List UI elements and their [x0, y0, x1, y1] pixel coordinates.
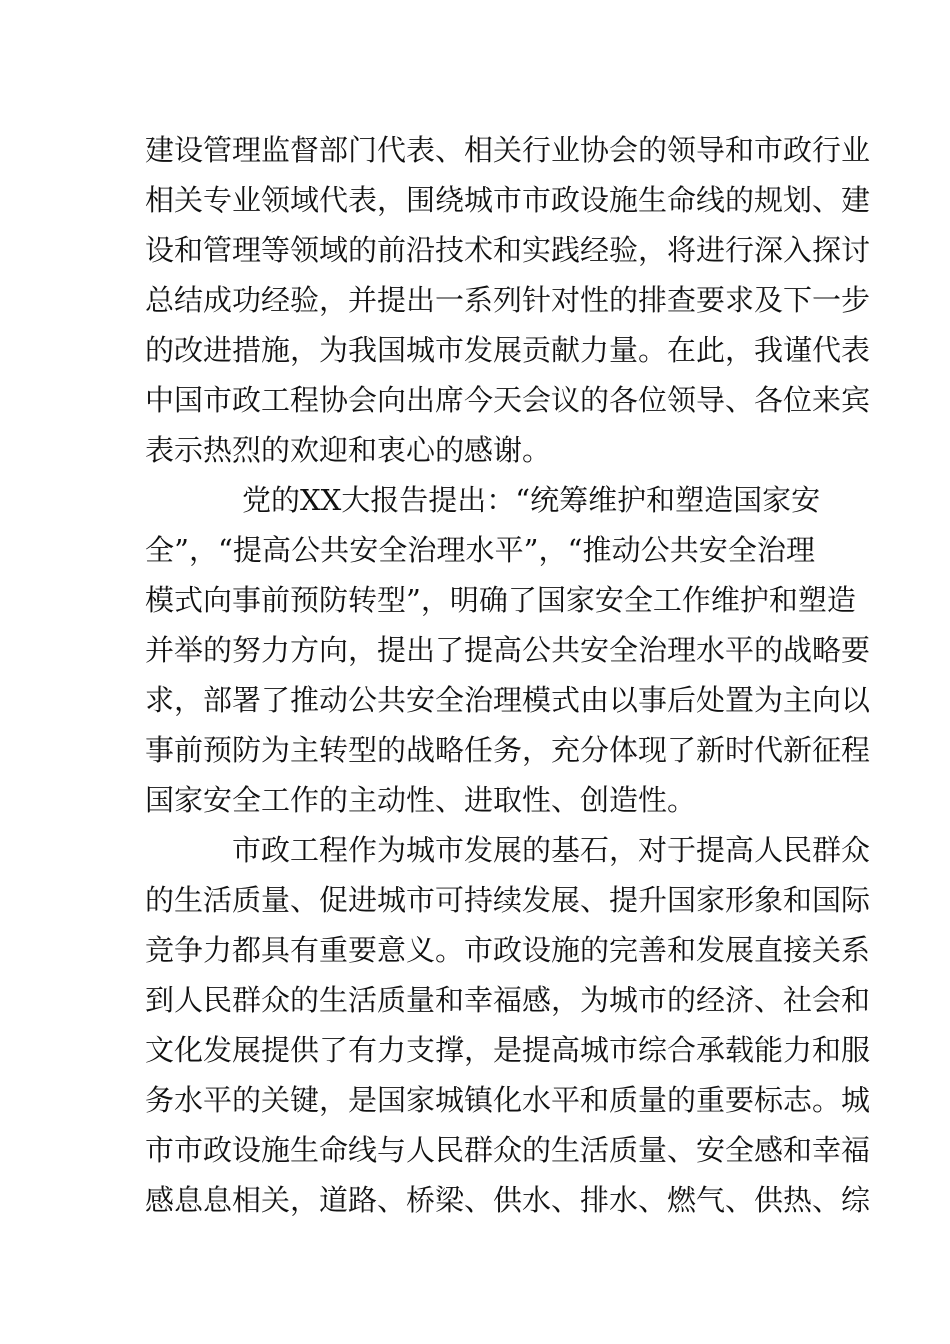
paragraph-1-line-4: 总结成功经验，并提出一系列针对性的排查要求及下一步	[145, 283, 871, 317]
paragraph-2-line-6: 事前预防为主转型的战略任务，充分体现了新时代新征程	[145, 733, 871, 767]
paragraph-3-line-1: 市政工程作为城市发展的基石，对于提高人民群众	[232, 833, 871, 867]
paragraph-2-line-3: 模式向事前预防转型”，明确了国家安全工作维护和塑造	[145, 583, 856, 617]
paragraph-1-line-7: 表示热烈的欢迎和衷心的感谢。	[145, 433, 552, 467]
paragraph-2-line-7: 国家安全工作的主动性、进取性、创造性。	[145, 783, 697, 817]
paragraph-1-line-1: 建设管理监督部门代表、相关行业协会的领导和市政行业	[145, 133, 871, 167]
paragraph-1-line-6: 中国市政工程协会向出席今天会议的各位领导、各位来宾	[145, 383, 871, 417]
paragraph-3-line-4: 到人民群众的生活质量和幸福感，为城市的经济、社会和	[145, 983, 871, 1017]
paragraph-2-line-2: 全”，“提高公共安全治理水平”，“推动公共安全治理	[145, 533, 815, 567]
paragraph-2-line-5: 求，部署了推动公共安全治理模式由以事后处置为主向以	[145, 683, 871, 717]
paragraph-1-line-2: 相关专业领域代表，围绕城市市政设施生命线的规划、建	[145, 183, 871, 217]
paragraph-2-line-4: 并举的努力方向，提出了提高公共安全治理水平的战略要	[145, 633, 871, 667]
paragraph-3-line-8: 感息息相关，道路、桥梁、供水、排水、燃气、供热、综	[145, 1183, 871, 1217]
paragraph-1-line-5: 的改进措施，为我国城市发展贡献力量。在此，我谨代表	[145, 333, 871, 367]
paragraph-3-line-7: 市市政设施生命线与人民群众的生活质量、安全感和幸福	[145, 1133, 871, 1167]
paragraph-1-line-3: 设和管理等领域的前沿技术和实践经验，将进行深入探讨	[145, 233, 871, 267]
paragraph-3-line-5: 文化发展提供了有力支撑，是提高城市综合承载能力和服	[145, 1033, 871, 1067]
paragraph-3-line-3: 竞争力都具有重要意义。市政设施的完善和发展直接关系	[145, 933, 871, 967]
paragraph-3-line-2: 的生活质量、促进城市可持续发展、提升国家形象和国际	[145, 883, 871, 917]
paragraph-3-line-6: 务水平的关键，是国家城镇化水平和质量的重要标志。城	[145, 1083, 871, 1117]
paragraph-2-line-1: 党的XX大报告提出：“统筹维护和塑造国家安	[242, 483, 821, 517]
